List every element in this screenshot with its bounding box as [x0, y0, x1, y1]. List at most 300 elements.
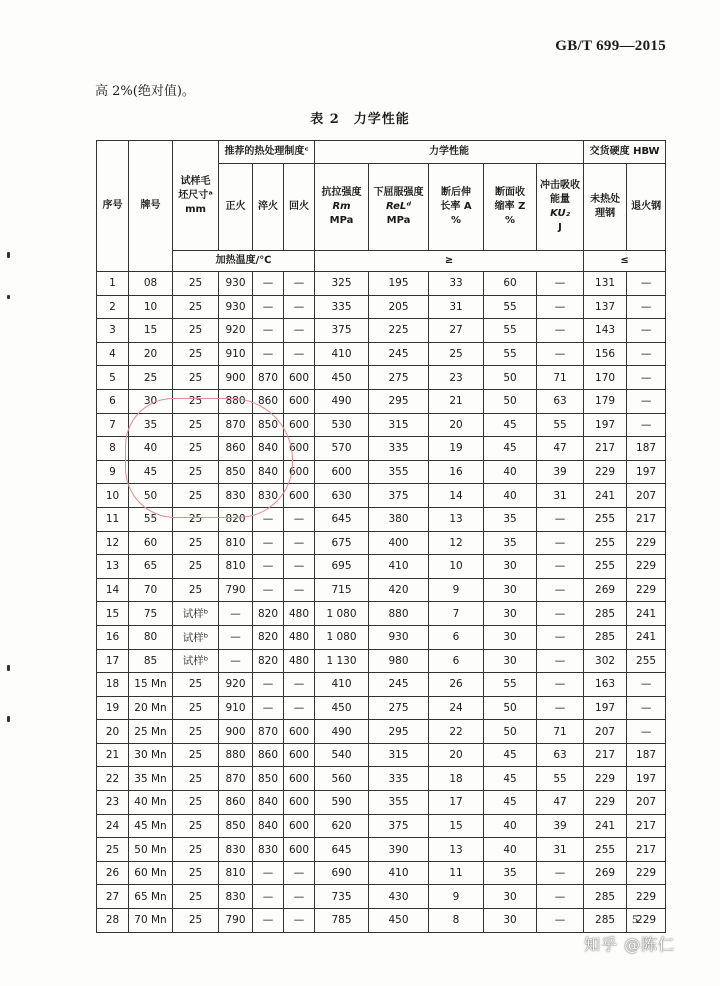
table-row: [97, 366, 666, 390]
table-cell: 850: [219, 460, 253, 484]
table-cell: 860: [219, 791, 253, 815]
table-cell: 790: [219, 578, 253, 602]
table-cell: 23: [429, 366, 484, 390]
table-cell: 3: [97, 319, 129, 343]
table-cell: —: [253, 295, 284, 319]
table-cell: —: [284, 696, 315, 720]
table-row: [97, 342, 666, 366]
table-cell: 60: [129, 531, 173, 555]
table-row: [97, 649, 666, 673]
table-row: [97, 437, 666, 461]
table-cell: 35: [129, 413, 173, 437]
table-cell: 830: [253, 838, 284, 862]
header-tensile: [315, 164, 369, 251]
table-cell: 197: [584, 696, 627, 720]
table-cell: 229: [627, 861, 666, 885]
table-row: [97, 319, 666, 343]
table-cell: 600: [284, 814, 315, 838]
table-cell: 430: [369, 885, 429, 909]
table-cell: 50: [484, 366, 537, 390]
table-cell: 30: [484, 602, 537, 626]
table-cell: 229: [584, 791, 627, 815]
table-cell: —: [627, 673, 666, 697]
table-cell: 21: [97, 743, 129, 767]
table-cell: 8: [429, 909, 484, 933]
table-cell: 900: [219, 720, 253, 744]
table-cell: 600: [284, 838, 315, 862]
header-le: ≤: [584, 251, 666, 272]
table-cell: 217: [584, 437, 627, 461]
table-cell: 55: [537, 767, 584, 791]
table-row: [97, 295, 666, 319]
table-cell: 45 Mn: [129, 814, 173, 838]
table-cell: 490: [315, 720, 369, 744]
table-cell: —: [284, 555, 315, 579]
table-cell: 65: [129, 555, 173, 579]
table-cell: 820: [219, 507, 253, 531]
scan-mark: [7, 665, 10, 671]
table-cell: 540: [315, 743, 369, 767]
table-cell: 217: [627, 814, 666, 838]
table-cell: 33: [429, 272, 484, 296]
table-cell: 试样ᵇ: [173, 602, 219, 626]
table-cell: 630: [315, 484, 369, 508]
header-heating-temp: 加热温度/℃: [173, 251, 315, 272]
table-cell: 70: [129, 578, 173, 602]
table-cell: 275: [369, 366, 429, 390]
table-row: [97, 531, 666, 555]
table-cell: 930: [219, 272, 253, 296]
table-cell: 35 Mn: [129, 767, 173, 791]
table-cell: 2: [97, 295, 129, 319]
table-cell: 860: [253, 389, 284, 413]
table-cell: 08: [129, 272, 173, 296]
table-cell: 25: [173, 838, 219, 862]
table-cell: 6: [429, 625, 484, 649]
table-cell: 9: [429, 578, 484, 602]
header-grade: 牌号: [129, 141, 173, 272]
table-cell: —: [537, 696, 584, 720]
header-untreated: [584, 164, 627, 251]
table-cell: 19: [429, 437, 484, 461]
table-cell: —: [284, 673, 315, 697]
table-cell: 600: [284, 413, 315, 437]
table-cell: 880: [219, 389, 253, 413]
table-cell: 785: [315, 909, 369, 933]
header-quench: 淬火: [253, 164, 284, 251]
table-cell: 15: [97, 602, 129, 626]
table-row: [97, 743, 666, 767]
table-cell: —: [537, 531, 584, 555]
table-cell: 156: [584, 342, 627, 366]
table-cell: 22: [97, 767, 129, 791]
table-cell: 25: [173, 319, 219, 343]
table-cell: 50 Mn: [129, 838, 173, 862]
table-cell: 600: [284, 720, 315, 744]
table-cell: 187: [627, 743, 666, 767]
table-cell: —: [253, 909, 284, 933]
table-cell: 试样ᵇ: [173, 625, 219, 649]
table-cell: 40: [484, 484, 537, 508]
table-cell: 1: [97, 272, 129, 296]
table-cell: 25: [173, 342, 219, 366]
table-row: [97, 602, 666, 626]
table-cell: 131: [584, 272, 627, 296]
table-cell: 860: [219, 437, 253, 461]
table-cell: 820: [253, 602, 284, 626]
table-cell: 410: [369, 555, 429, 579]
table-cell: —: [627, 720, 666, 744]
table-cell: 295: [369, 389, 429, 413]
table-cell: —: [253, 578, 284, 602]
table-cell: 25: [97, 838, 129, 862]
table-cell: 225: [369, 319, 429, 343]
table-cell: 55: [484, 673, 537, 697]
table-cell: 6: [429, 649, 484, 673]
table-cell: 25: [173, 555, 219, 579]
header-elongation-line: 断后伸: [441, 187, 472, 198]
table-cell: 207: [627, 484, 666, 508]
table-cell: 810: [219, 531, 253, 555]
table-cell: 31: [537, 484, 584, 508]
table-cell: —: [627, 696, 666, 720]
table-cell: —: [627, 342, 666, 366]
header-tensile-unit: MPa: [329, 215, 354, 226]
table-cell: 试样ᵇ: [173, 649, 219, 673]
table-cell: —: [537, 625, 584, 649]
table-cell: 850: [253, 413, 284, 437]
header-impact: [537, 164, 584, 251]
table-cell: 400: [369, 531, 429, 555]
table-cell: 80: [129, 625, 173, 649]
table-cell: 810: [219, 555, 253, 579]
mechanical-properties-table: [96, 140, 666, 933]
table-cell: 20: [429, 413, 484, 437]
table-cell: —: [537, 909, 584, 933]
table-cell: 63: [537, 389, 584, 413]
table-cell: 25: [429, 342, 484, 366]
table-cell: 21: [429, 389, 484, 413]
table-row: [97, 673, 666, 697]
table-cell: 24: [429, 696, 484, 720]
table-cell: 840: [253, 791, 284, 815]
table-cell: 560: [315, 767, 369, 791]
table-cell: 600: [284, 484, 315, 508]
table-cell: —: [537, 272, 584, 296]
header-tensile-line: 抗拉强度: [321, 187, 362, 198]
table-cell: 26: [429, 673, 484, 697]
table-row: [97, 720, 666, 744]
table-cell: —: [284, 507, 315, 531]
header-seq: 序号: [97, 141, 129, 272]
header-reduction-unit: %: [505, 215, 516, 226]
table-cell: 14: [97, 578, 129, 602]
table-cell: 830: [219, 885, 253, 909]
standard-number: GB/T 699—2015: [555, 38, 666, 54]
table-cell: 20 Mn: [129, 696, 173, 720]
table-cell: 7: [97, 413, 129, 437]
table-cell: —: [537, 861, 584, 885]
table-cell: —: [253, 861, 284, 885]
table-cell: 690: [315, 861, 369, 885]
table-cell: 645: [315, 507, 369, 531]
table-cell: 25: [173, 484, 219, 508]
header-reduction-line: 缩率 Z: [494, 201, 526, 212]
table-cell: —: [627, 413, 666, 437]
table-cell: 830: [219, 838, 253, 862]
table-cell: 245: [369, 342, 429, 366]
table-cell: 17: [97, 649, 129, 673]
header-elongation-unit: %: [451, 215, 462, 226]
table-cell: —: [253, 885, 284, 909]
table-row: [97, 909, 666, 933]
table-cell: 30: [484, 885, 537, 909]
header-elongation-line: 长率 A: [440, 201, 472, 212]
table-cell: 480: [284, 625, 315, 649]
table-cell: 13: [429, 838, 484, 862]
table-cell: 355: [369, 791, 429, 815]
table-cell: 40 Mn: [129, 791, 173, 815]
table-cell: 695: [315, 555, 369, 579]
table-cell: 143: [584, 319, 627, 343]
table-cell: 335: [315, 295, 369, 319]
table-cell: 675: [315, 531, 369, 555]
header-tensile-symbol: Rm: [332, 201, 351, 212]
table-caption: 表 2 力学性能: [310, 112, 410, 127]
table-cell: —: [537, 507, 584, 531]
table-cell: 600: [284, 366, 315, 390]
table-cell: —: [537, 602, 584, 626]
table-cell: 12: [97, 531, 129, 555]
header-reduction: [484, 164, 537, 251]
table-cell: 17: [429, 791, 484, 815]
table-cell: 25 Mn: [129, 720, 173, 744]
table-cell: 285: [584, 602, 627, 626]
table-cell: —: [284, 578, 315, 602]
table-cell: 217: [627, 838, 666, 862]
table-cell: 241: [627, 625, 666, 649]
header-normalize: 正火: [219, 164, 253, 251]
table-cell: —: [253, 673, 284, 697]
table-cell: 830: [253, 484, 284, 508]
table-cell: —: [627, 272, 666, 296]
table-cell: 25: [173, 578, 219, 602]
table-cell: 45: [484, 791, 537, 815]
table-cell: 18: [429, 767, 484, 791]
table-cell: 880: [219, 743, 253, 767]
table-cell: 860: [253, 743, 284, 767]
table-cell: 195: [369, 272, 429, 296]
table-row: [97, 413, 666, 437]
table-cell: 19: [97, 696, 129, 720]
header-temper: 回火: [284, 164, 315, 251]
table-cell: 24: [97, 814, 129, 838]
header-impact-line: 能量: [550, 194, 571, 205]
table-cell: 275: [369, 696, 429, 720]
header-elongation: [429, 164, 484, 251]
table-cell: 25: [173, 531, 219, 555]
table-cell: 25: [173, 791, 219, 815]
table-cell: —: [219, 602, 253, 626]
table-cell: 590: [315, 791, 369, 815]
table-cell: 137: [584, 295, 627, 319]
table-row: [97, 389, 666, 413]
table-cell: 450: [315, 696, 369, 720]
table-cell: 285: [584, 909, 627, 933]
table-cell: 241: [584, 484, 627, 508]
table-cell: 13: [429, 507, 484, 531]
table-cell: 55: [484, 342, 537, 366]
table-cell: 900: [219, 366, 253, 390]
table-cell: 600: [284, 767, 315, 791]
table-cell: 355: [369, 460, 429, 484]
header-reduction-line: 断面收: [495, 187, 526, 198]
table-cell: 480: [284, 602, 315, 626]
table-cell: 735: [315, 885, 369, 909]
table-cell: 229: [627, 885, 666, 909]
table-cell: —: [627, 366, 666, 390]
table-row: [97, 838, 666, 862]
table-cell: 6: [97, 389, 129, 413]
table-cell: 375: [315, 319, 369, 343]
table-row: [97, 885, 666, 909]
table-cell: 229: [584, 460, 627, 484]
table-cell: 45: [484, 437, 537, 461]
table-cell: 197: [627, 767, 666, 791]
table-cell: 10: [129, 295, 173, 319]
table-cell: 40: [484, 838, 537, 862]
table-cell: 645: [315, 838, 369, 862]
table-cell: 530: [315, 413, 369, 437]
table-cell: 450: [315, 366, 369, 390]
table-cell: 375: [369, 484, 429, 508]
table-cell: 45: [484, 743, 537, 767]
scan-mark: [7, 295, 10, 299]
table-cell: 830: [219, 484, 253, 508]
table-cell: 30: [484, 555, 537, 579]
table-cell: 241: [627, 602, 666, 626]
table-cell: 4: [97, 342, 129, 366]
table-cell: 5: [97, 366, 129, 390]
header-ge: ≥: [315, 251, 584, 272]
table-cell: 30: [129, 389, 173, 413]
table-cell: 31: [429, 295, 484, 319]
table-cell: 30: [484, 625, 537, 649]
table-cell: —: [253, 342, 284, 366]
table-cell: —: [284, 909, 315, 933]
table-row: [97, 861, 666, 885]
table-cell: 30 Mn: [129, 743, 173, 767]
table-cell: 25: [173, 767, 219, 791]
table-row: [97, 578, 666, 602]
table-cell: —: [253, 555, 284, 579]
table-cell: —: [253, 531, 284, 555]
table-cell: 241: [584, 814, 627, 838]
header-hardness: 交货硬度 HBW: [584, 141, 666, 164]
table-cell: —: [284, 272, 315, 296]
table-cell: 620: [315, 814, 369, 838]
table-cell: 870: [219, 767, 253, 791]
table-cell: 20: [429, 743, 484, 767]
table-cell: —: [537, 673, 584, 697]
table-cell: —: [537, 319, 584, 343]
table-cell: 63: [537, 743, 584, 767]
table-cell: —: [284, 342, 315, 366]
table-cell: 380: [369, 507, 429, 531]
table-cell: 600: [315, 460, 369, 484]
table-cell: 31: [537, 838, 584, 862]
table-cell: 1 130: [315, 649, 369, 673]
header-blank-size: [173, 141, 219, 251]
table-cell: 47: [537, 791, 584, 815]
table-cell: 25: [173, 507, 219, 531]
table-cell: —: [627, 295, 666, 319]
table-cell: 15 Mn: [129, 673, 173, 697]
table-cell: 269: [584, 578, 627, 602]
table-cell: 25: [173, 673, 219, 697]
table-cell: 285: [584, 625, 627, 649]
table-cell: 255: [584, 555, 627, 579]
table-cell: 295: [369, 720, 429, 744]
table-cell: 23: [97, 791, 129, 815]
table-cell: 55: [484, 319, 537, 343]
table-cell: —: [253, 272, 284, 296]
table-cell: —: [219, 625, 253, 649]
table-cell: 480: [284, 649, 315, 673]
table-cell: 35: [484, 531, 537, 555]
table-cell: 325: [315, 272, 369, 296]
header-yield-line: 下屈服强度: [373, 187, 424, 198]
table-cell: 1 080: [315, 602, 369, 626]
table-cell: 910: [219, 696, 253, 720]
table-cell: 335: [369, 767, 429, 791]
table-cell: —: [627, 389, 666, 413]
table-cell: 60 Mn: [129, 861, 173, 885]
table-cell: 45: [484, 413, 537, 437]
table-cell: 179: [584, 389, 627, 413]
table-cell: 9: [97, 460, 129, 484]
table-cell: —: [537, 578, 584, 602]
header-yield-symbol: ReLᵈ: [385, 201, 412, 212]
table-cell: —: [253, 319, 284, 343]
table-cell: 229: [627, 555, 666, 579]
table-cell: 15: [429, 814, 484, 838]
table-cell: 28: [97, 909, 129, 933]
table-cell: 302: [584, 649, 627, 673]
table-cell: —: [537, 649, 584, 673]
table-cell: 18: [97, 673, 129, 697]
table-cell: 71: [537, 720, 584, 744]
table-cell: 930: [369, 625, 429, 649]
table-cell: 170: [584, 366, 627, 390]
table-cell: 197: [584, 413, 627, 437]
table-cell: 600: [284, 389, 315, 413]
table-cell: —: [253, 696, 284, 720]
table-cell: 255: [584, 838, 627, 862]
table-cell: 25: [173, 272, 219, 296]
header-blank-size-unit: mm: [185, 203, 206, 215]
scan-mark: [7, 252, 10, 258]
table-cell: 570: [315, 437, 369, 461]
table-cell: 71: [537, 366, 584, 390]
table-row: [97, 767, 666, 791]
table-cell: 810: [219, 861, 253, 885]
table-cell: 245: [369, 673, 429, 697]
header-annealed: 退火钢: [627, 164, 666, 251]
table-cell: 10: [97, 484, 129, 508]
table-cell: 600: [284, 460, 315, 484]
table-cell: 490: [315, 389, 369, 413]
